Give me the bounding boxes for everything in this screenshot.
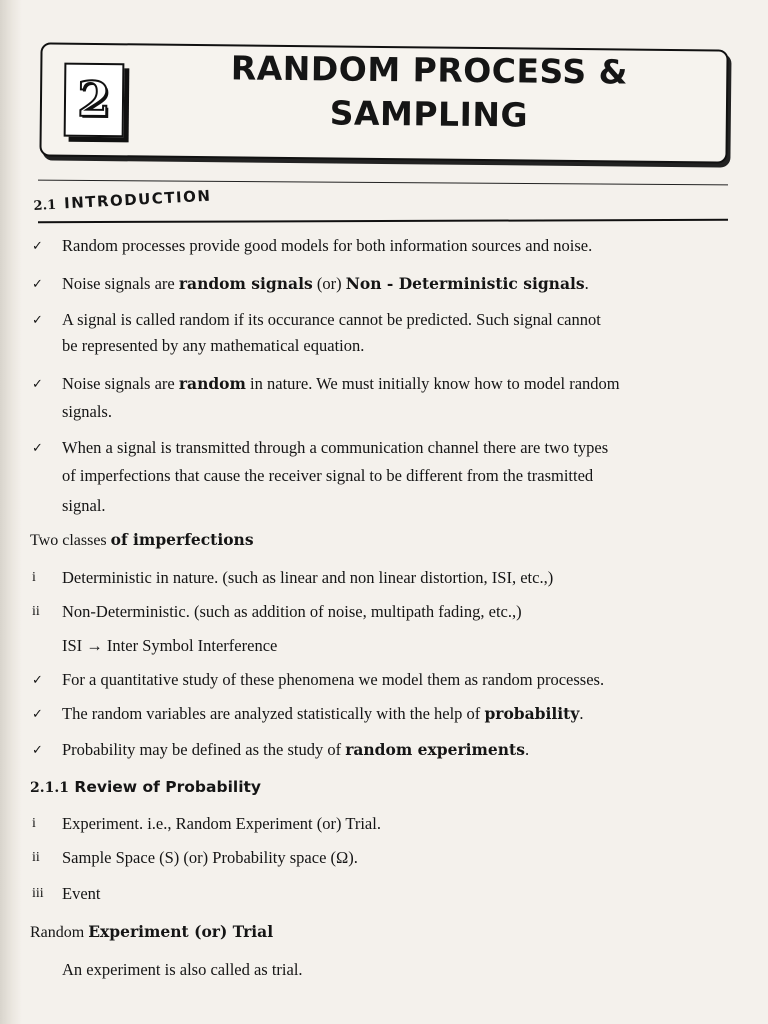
bullet-text [62,272,589,296]
list-item-text: Event [62,884,101,903]
text-run: Noise signals are [62,374,179,393]
bullet-text [62,702,583,726]
bold-text: random signals [178,274,313,293]
text-run: . [579,704,584,723]
random-experiment-heading [30,922,273,942]
bold-text: Non - Deterministic signals [345,274,585,293]
list-marker: ii [32,850,40,865]
bullet-text: Random processes provide good models for both information sources and noise. [62,236,593,255]
list-item-text: Deterministic in nature. (such as linear and non linear distortion, ISI, etc.,) [62,568,554,587]
chapter-title [172,46,687,139]
list-item-text: Experiment. i.e., Random Experiment (or) Trial. [62,814,381,833]
bold-text: of imperfections [110,530,254,549]
section-number: 2.1 [33,197,57,214]
subsection-heading [30,778,261,796]
section-rule-bottom [38,219,728,223]
bold-text: random [178,374,246,393]
list-marker: iii [32,886,44,901]
chapter-title-line-2: SAMPLING [329,93,529,135]
check-icon: ✓ [32,440,43,455]
check-icon: ✓ [32,672,43,687]
check-icon: ✓ [32,312,43,327]
bullet-text: signal. [62,496,106,515]
text-run: Probability may be defined as the study of [62,740,346,759]
imperfections-heading [30,530,254,550]
bullet-text: A signal is called random if its occurance cannot be predicted. Such signal cannot [62,310,601,329]
text-run: Two classes [30,532,111,549]
page-binding-edge [0,0,22,1024]
bullet-text [62,372,620,396]
text-run: . [524,740,530,759]
list-item-text: Sample Space (S) (or) Probability space (Ω). [62,848,358,867]
check-icon: ✓ [32,276,43,291]
text-run: The random variables are analyzed statistically with the help of [62,704,485,723]
bullet-text: be represented by any mathematical equation. [62,336,365,355]
bullet-text: of imperfections that cause the receiver signal to be different from the trasmitted [62,466,594,485]
chapter-number: 2 [64,63,125,138]
bold-text: Experiment (or) Trial [88,922,274,941]
list-marker: i [32,570,36,585]
text-run: in nature. We must initially know how to model random [245,374,620,393]
chapter-header-box [39,42,728,163]
check-icon: ✓ [32,706,43,721]
check-icon: ✓ [32,376,43,391]
section-heading [33,187,212,214]
text-run: (or) [312,274,346,293]
section-rule-top [38,180,728,186]
text-run: Random [30,924,89,941]
bold-text: random experiments [345,740,525,759]
list-marker: i [32,816,36,831]
subsection-title: Review of Probability [74,778,262,796]
bullet-text: For a quantitative study of these phenomena we model them as random processes. [62,670,605,689]
paragraph-text: An experiment is also called as trial. [62,960,303,979]
text-run: Noise signals are [62,274,179,293]
text-run: . [584,274,589,293]
list-item-text: Non-Deterministic. (such as addition of noise, multipath fading, etc.,) [62,602,522,621]
check-icon: ✓ [32,742,43,757]
section-title: INTRODUCTION [63,186,212,213]
isi-text: ISI → Inter Symbol Interference [62,636,278,655]
bullet-text: signals. [62,402,112,421]
chapter-title-line-1: RANDOM PROCESS & [230,48,629,92]
subsection-number: 2.1.1 [30,780,69,796]
list-marker: ii [32,604,40,619]
bullet-text: When a signal is transmitted through a communication channel there are two types [62,438,609,457]
check-icon: ✓ [32,238,43,253]
bold-text: probability [484,704,580,723]
bullet-text [62,738,529,762]
document-page [26,0,768,1024]
